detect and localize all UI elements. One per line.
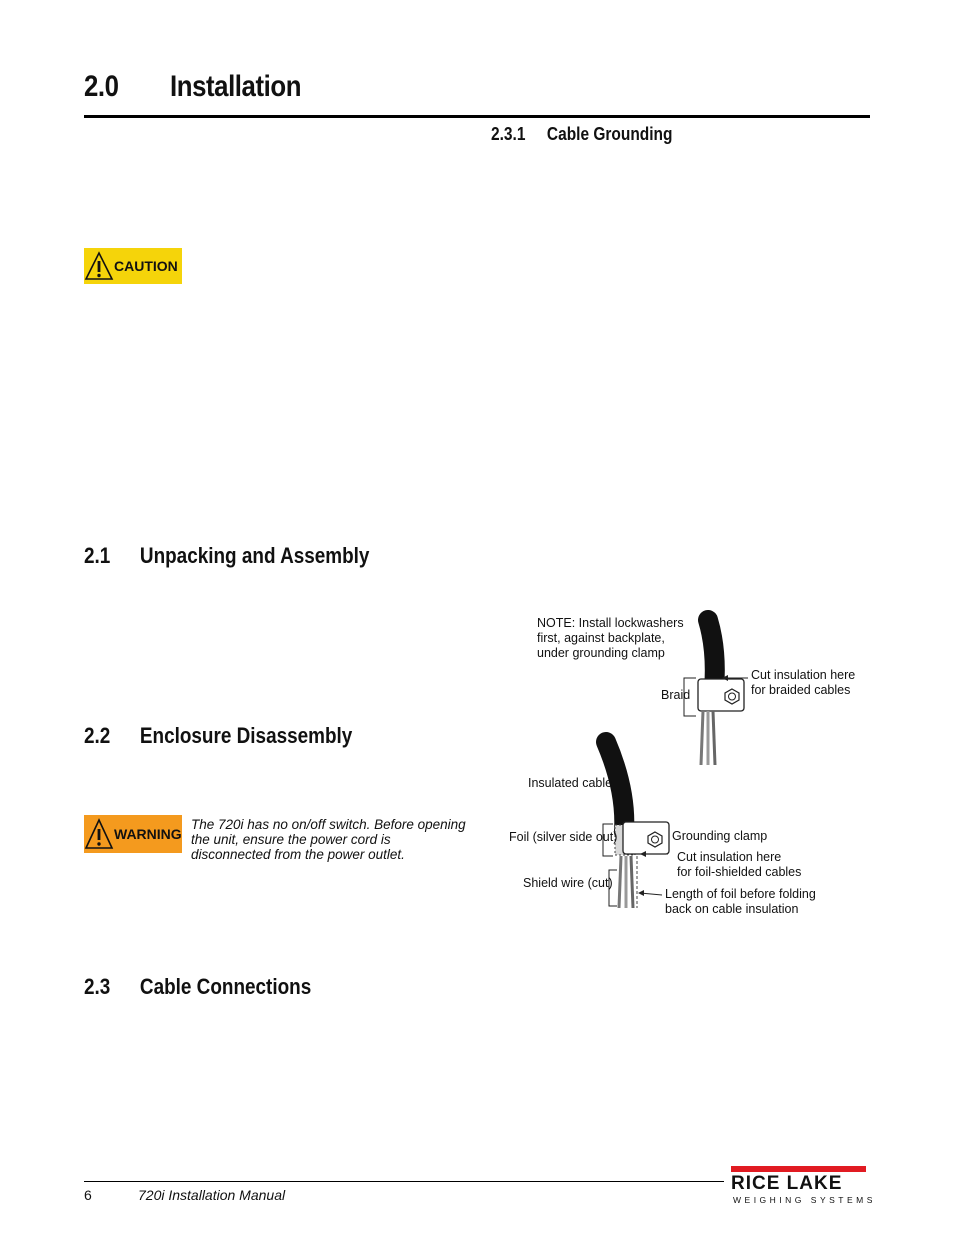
manual-title: 720i Installation Manual: [138, 1187, 286, 1203]
section-2-1-heading: [84, 543, 369, 569]
warning-text-part: The: [191, 817, 219, 832]
grounding-clamp-label: Grounding clamp: [672, 829, 768, 843]
shield-wire-label: Shield wire (cut): [523, 876, 613, 890]
caution-badge: [84, 248, 182, 284]
note-label: [537, 616, 684, 661]
section-number: 2.2: [84, 723, 111, 748]
cable-grounding-diagram: [500, 610, 880, 930]
section-number: 2.1: [84, 543, 111, 568]
warning-triangle-icon: [84, 817, 114, 851]
footer-rule: [84, 1181, 724, 1182]
section-2-3-heading: [84, 974, 311, 1000]
section-title: Cable Connections: [139, 974, 312, 999]
label-line: Length of foil before folding: [665, 887, 816, 901]
logo-bar: [731, 1166, 866, 1172]
warning-badge: [84, 815, 182, 853]
logo-tagline: WEIGHING SYSTEMS: [733, 1195, 876, 1205]
section-title: Enclosure Disassembly: [139, 723, 353, 748]
note-line: under grounding clamp: [537, 646, 665, 660]
heading-rule: [84, 115, 870, 118]
label-line: Cut insulation here: [751, 668, 856, 682]
rice-lake-logo: RICE LAKE: [731, 1173, 843, 1194]
warning-text-part: has no on/off switch. Before opening the unit, ensure the power cord is disconnected from the power outlet.: [191, 817, 466, 862]
label-line: Cut insulation here: [677, 850, 782, 864]
warning-text: [191, 817, 471, 862]
section-title: Unpacking and Assembly: [139, 543, 370, 568]
section-number: 2.3.1: [491, 124, 526, 144]
caution-label: CAUTION: [114, 258, 178, 274]
warning-model-name: 720i: [218, 817, 244, 832]
warning-triangle-icon: [84, 250, 114, 282]
section-number: 2.3: [84, 974, 111, 999]
foil-label: Foil (silver side out): [509, 830, 618, 844]
chapter-number: 2.0: [84, 70, 119, 103]
section-2-3-1-heading: [491, 124, 672, 145]
warning-label: WARNING: [114, 826, 182, 842]
section-2-2-heading: [84, 723, 352, 749]
label-line: back on cable insulation: [665, 902, 799, 916]
length-foil-label: [665, 887, 816, 917]
chapter-title-text: Installation: [170, 70, 302, 103]
note-line: NOTE: Install lockwashers: [537, 616, 684, 630]
section-title: Cable Grounding: [546, 124, 673, 144]
insulated-cable-label: Insulated cable: [528, 776, 613, 790]
label-line: for foil-shielded cables: [677, 865, 802, 879]
braid-label: Braid: [661, 688, 691, 702]
chapter-title: [84, 70, 301, 104]
note-line: first, against backplate,: [537, 631, 665, 645]
page-number: 6: [84, 1187, 92, 1203]
label-line: for braided cables: [751, 683, 851, 697]
cut-braided-label: [751, 668, 855, 698]
cut-foil-label: [677, 850, 801, 880]
